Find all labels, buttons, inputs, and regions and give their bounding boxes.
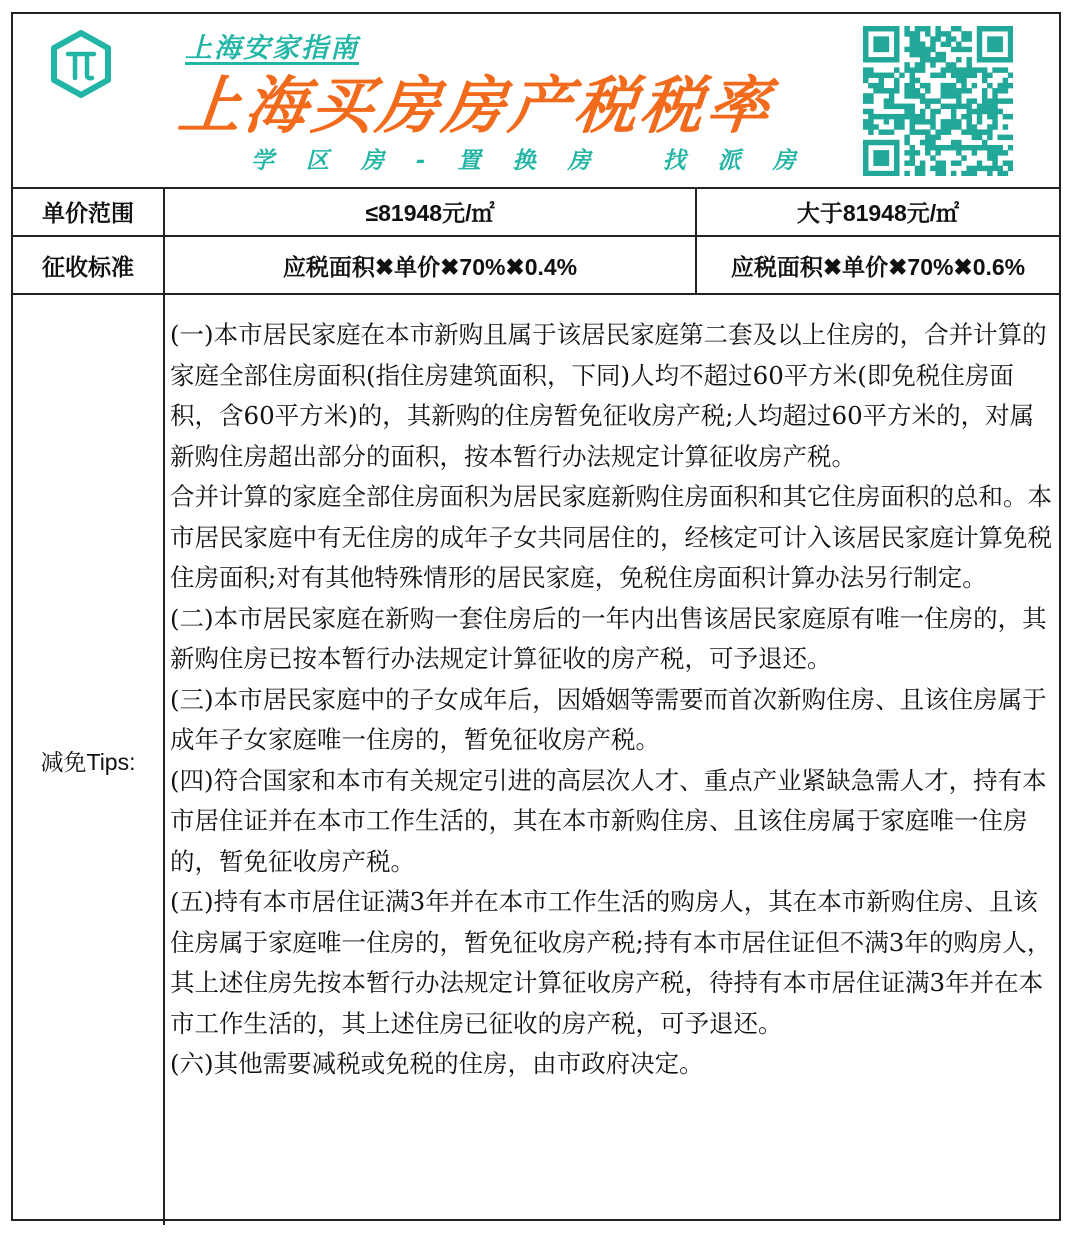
tips-row	[13, 295, 1059, 1225]
brand-name: 上海安家指南	[185, 33, 359, 64]
page-title: 上海买房房产税税率	[175, 69, 777, 142]
price-range-label: 单价范围	[13, 187, 165, 235]
infographic-frame	[11, 12, 1061, 1221]
tips-paragraph: (四)符合国家和本市有关规定引进的高层次人才、重点产业紧缺急需人才，持有本市居住证并在本市工作生活的，其在本市新购住房、且该住房属于家庭唯一住房的，暂免征收房产税。	[170, 765, 1047, 876]
tips-label: 减免Tips:	[13, 295, 165, 1225]
standard-high-rate: 应税面积✖单价✖70%✖0.6%	[730, 253, 1026, 280]
price-range-low: ≤81948元/㎡	[165, 187, 697, 235]
pi-hexagon-icon	[50, 30, 112, 98]
standard-low-rate: 应税面积✖单价✖70%✖0.4%	[165, 237, 697, 293]
tagline: 学 区 房 - 置 换 房 找 派 房	[251, 148, 808, 174]
tips-paragraph: (五)持有本市居住证满3年并在本市工作生活的购房人，其在本市新购住房、且该住房属于家庭唯一住房的，暂免征收房产税;持有本市居住证但不满3年的购房人，其上述住房先按本暂行办法规定计算征收房产税，待持有本市居住证满3年并在本市工作生活的，其上述住房已征收的房产税，可予退还。	[170, 887, 1052, 1038]
tips-paragraph: (六)其他需要减税或免税的住房，由市政府决定。	[170, 1049, 704, 1078]
standard-row	[13, 237, 1059, 295]
tips-paragraph: (二)本市居民家庭在新购一套住房后的一年内出售该居民家庭原有唯一住房的，其新购住房已按本暂行办法规定计算征收的房产税，可予退还。	[170, 603, 1047, 673]
price-range-high: 大于81948元/㎡	[796, 199, 960, 226]
qr-code-icon	[863, 26, 1013, 176]
tips-paragraph: 合并计算的家庭全部住房面积为居民家庭新购住房面积和其它住房面积的总和。本市居民家庭中有无住房的成年子女共同居住的，经核定可计入该居民家庭计算免税住房面积;对有其他特殊情形的居民家庭，免税住房面积计算办法另行制定。	[170, 482, 1052, 592]
tips-paragraph: (三)本市居民家庭中的子女成年后，因婚姻等需要而首次新购住房、且该住房属于成年子女家庭唯一住房的，暂免征收房产税。	[170, 684, 1047, 754]
tips-paragraph: (一)本市居民家庭在本市新购且属于该居民家庭第二套及以上住房的，合并计算的家庭全部住房面积(指住房建筑面积，下同)人均不超过60平方米(即免税住房面积，含60平方米)的，其新购的住房暂免征收房产税;人均超过60平方米的，对属新购住房超出部分的面积，按本暂行办法规定计算征收房产税。	[170, 320, 1047, 471]
tips-body	[170, 315, 1054, 1085]
header	[13, 14, 1059, 189]
standard-label: 征收标准	[13, 237, 165, 293]
price-range-row	[13, 187, 1059, 237]
